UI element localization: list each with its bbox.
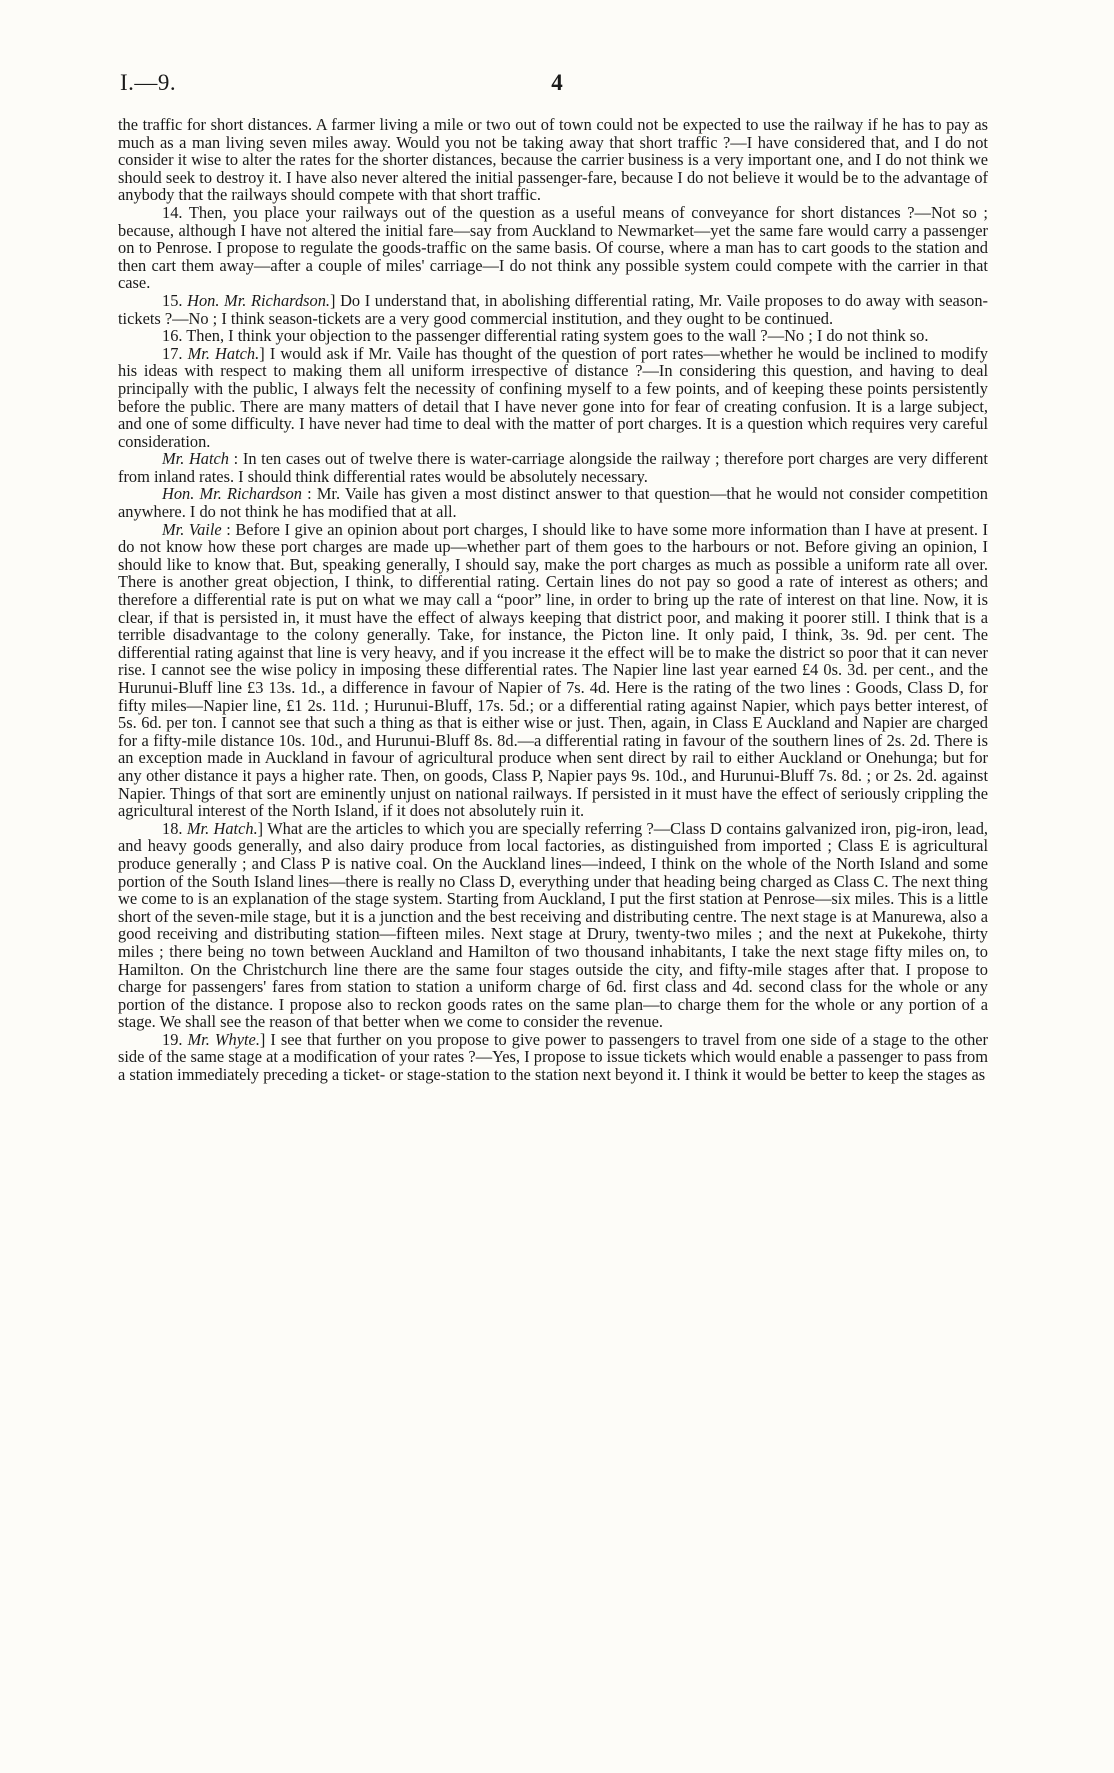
paragraph-text: Mr. Vaile has given a most distinct answer to that question—that he would not consider competition anywhere. I do not think he has modified that at all.: [118, 484, 988, 522]
paragraph-text: What are the articles to which you are specially referring ?—Class D contains galvanized iron, pig-iron, lead, and heavy goods generally, and also dairy produce from local factories, as distinguished from imported ; Class E is agricultural produce generally ; and Class P is native coal. On the Auckland lines—indeed, I think on the whole of the North Island and some portion of the South Island lines—there is really no Class D, everything under that heading being charged as Class C. The next thing we come to is an explanation of the stage system. Starting from Auckland, I put the first station at Penrose—six miles. This is a little short of the seven-mile stage, but it is a junction and the best receiving and distributing centre. The next stage is at Manurewa, also a good receiving and distributing station—fifteen miles. Next stage at Drury, twenty-two miles ; and the next at Pukekohe, thirty miles ; there being no town between Auckland and Hamilton of two thousand inhabitants, I take the next stage fifty miles on, to Hamilton. On the Christchurch line there are the same four stages outside the city, and fifty-mile stages after that. I propose to charge for passengers' fares from station to station a uniform charge of 6d. first class and 4d. second class for the whole or any portion of the distance. I propose also to reckon goods rates on the same plan—to charge them for the whole or any portion of a stage. We shall see the reason of that better when we come to consider the revenue.: [118, 818, 988, 1032]
paragraph: [118, 485, 988, 520]
paragraph: [118, 820, 988, 1031]
paragraph: [118, 327, 988, 345]
speaker: Mr. Hatch.: [186, 818, 258, 838]
paragraph: [118, 345, 988, 451]
speaker: Mr. Hatch.: [187, 343, 260, 363]
paragraph-text: Before I give an opinion about port charges, I should like to have some more information than I have at present. I do not know how these port charges are made up—whether part of them goes to the harbours or not. Before giving an opinion, I should like to know that. But, speaking generally, I should say, make the port charges as much as possible a uniform rate all over. There is another great objection, I think, to differential rating. Certain lines do not pay so good a rate of interest as others; and therefore a differential rate is put on what we may call a “poor” line, in order to bring up the rate of interest on that line. Now, it is clear, if that is persisted in, it must have the effect of always keeping that district poor, and making it poorer still. I think that is a terrible disadvantage to the colony generally. Take, for instance, the Picton line. It only paid, I think, 3s. 9d. per cent. The differential rating against that line is very heavy, and if you increase it the effect will be to make the district so poor that it can never rise. I cannot see the wise policy in imposing these differential rates. The Napier line last year earned £4 0s. 3d. per cent., and the Hurunui-Bluff line £3 13s. 1d., a difference in favour of Napier of 7s. 4d. Here is the rating of the two lines : Goods, Class D, for fifty miles—Napier line, £1 2s. 11d. ; Hurunui-Bluff, 17s. 5d.; or a differential rating against Napier, which pays better interest, of 5s. 6d. per ton. I cannot see that such a thing as that is either wise or just. Then, again, in Class E Auckland and Napier are charged for a fifty-mile distance 10s. 10d., and Hurunui-Bluff 8s. 8d.—a differential rating in favour of the southern lines of 2s. 2d. There is an exception made in Auckland in favour of agricultural produce when sent direct by rail to either Auckland or Onehunga; but for any other distance it pays a higher rate. Then, on goods, Class P, Napier pays 9s. 10d., and Hurunui-Bluff 7s. 8d. ; or 2s. 2d. against Napier. Things of that sort are eminently unjust on national railways. If persisted in it must have the effect of seriously crippling the agricultural interest of the North Island, if it does not absolutely ruin it.: [118, 519, 989, 821]
paragraph-text: I would ask if Mr. Vaile has thought of the question of port rates—whether he would be inclined to modify his ideas with respect to making them all uniform irrespective of distance ?—In considering this question, and having to deal principally with the public, I always felt the necessity of confining myself to a few points, and of keeping these points persistently before the public. There are many matters of detail that I have never gone into for fear of creating confusion. It is a large subject, and one of some difficulty. I have never had time to deal with the matter of port charges. It is a question which requires very careful consideration.: [118, 343, 988, 451]
document-reference: I.—9.: [120, 70, 177, 95]
question-number: 15.: [162, 290, 183, 310]
paragraph: [118, 116, 988, 204]
document-body: [118, 116, 988, 1084]
speaker-separator: :: [301, 484, 312, 504]
paragraph-text: the traffic for short distances. A farmer living a mile or two out of town could not be expected to use the railway if he has to pay as much as a man living seven miles away. Would you not be taking away that short traffic ?—I have considered that, and I do not consider it wise to alter the rates for the shorter distances, because the carrier business is a very important one, and I do not think we should seek to destroy it. I have also never altered the initial passenger-fare, because I do not believe it would be to the advantage of anybody that the railways should compete with that short traffic.: [118, 115, 988, 205]
page-header: [120, 70, 994, 100]
speaker: Mr. Whyte.: [187, 1029, 260, 1049]
speaker: Mr. Vaile: [162, 519, 222, 539]
question-number: 19.: [162, 1029, 183, 1049]
paragraph-text: 16. Then, I think your objection to the passenger differential rating system goes to the wall ?—No ; I do not think so.: [162, 326, 929, 346]
paragraph-text: 14. Then, you place your railways out of the question as a useful means of conveyance for short distances ?—Not so ; because, although I have not altered the initial fare—say from Auckland to Newmarket—yet the same fare would carry a passenger on to Penrose. I propose to regulate the goods-traffic on the same basis. Of course, where a man has to cart goods to the station and then cart them away—after a couple of miles' carriage—I do not think any possible system could compete with the carrier in that case.: [118, 202, 988, 293]
speaker-separator: ]: [259, 1029, 266, 1049]
paragraph-text: In ten cases out of twelve there is water-carriage alongside the railway ; therefore port charges are very different from inland rates. I should think differential rates would be absolutely necessary.: [118, 449, 988, 486]
paragraph-text: I see that further on you propose to give power to passengers to travel from one side of a stage to the other side of the same stage at a modification of your rates ?—Yes, I propose to issue tickets which would enable a passenger to pass from a station immediately preceding a ticket- or stage-station to the station next beyond it. I think it would be better to keep the stages as: [118, 1029, 988, 1085]
speaker-separator: :: [229, 449, 239, 469]
page-number: 4: [551, 70, 563, 95]
speaker: Mr. Hatch: [162, 449, 230, 469]
speaker-separator: ]: [330, 290, 336, 310]
question-number: 17.: [162, 343, 183, 363]
speaker-separator: ]: [257, 818, 264, 838]
speaker-separator: ]: [259, 343, 265, 363]
paragraph: [118, 450, 988, 485]
paragraph: [118, 521, 988, 820]
speaker: Hon. Mr. Richardson: [162, 484, 302, 504]
paragraph-text: Do I understand that, in abolishing differential rating, Mr. Vaile proposes to do away with season-tickets ?—No ; I think season-tickets are a very good commercial institution, and they ought to be continued.: [118, 290, 988, 328]
paragraph: [118, 204, 988, 292]
speaker-separator: :: [221, 519, 231, 539]
question-number: 18.: [162, 818, 183, 838]
paragraph: [118, 1031, 988, 1084]
speaker: Hon. Mr. Richardson.: [187, 290, 331, 310]
paragraph: [118, 292, 988, 327]
